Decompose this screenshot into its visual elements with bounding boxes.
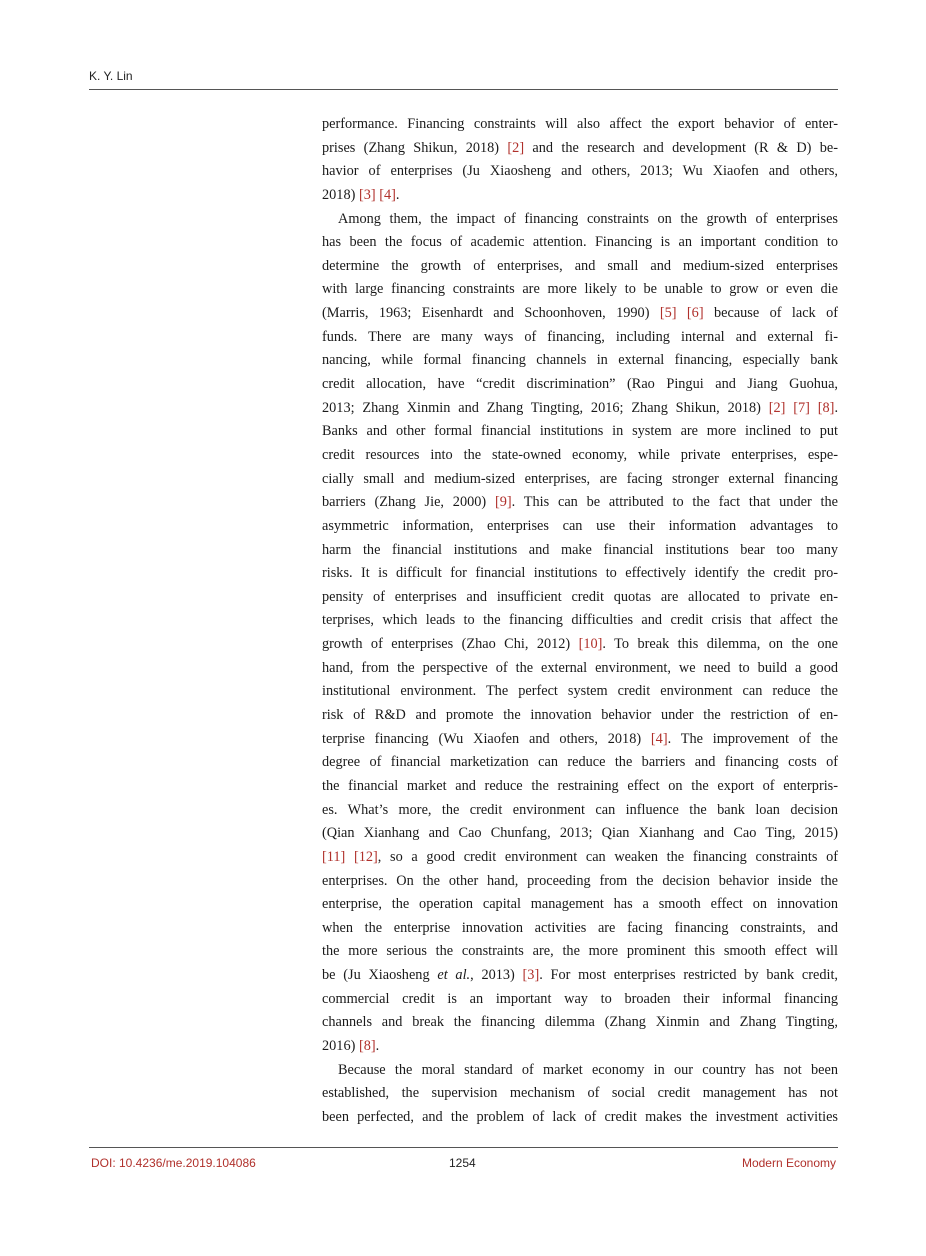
text-segment: cially small and medium-sized enterprises, are facing stronger external financing [322, 470, 838, 487]
text-segment: terprise financing (Wu Xiaofen and others, 2018) [322, 730, 651, 747]
text-line [322, 1106, 838, 1130]
citation-link[interactable]: [3] [358, 186, 376, 203]
text-segment: barriers (Zhang Jie, 2000) [322, 494, 495, 511]
text-line [322, 988, 838, 1012]
text-segment: risk of R&D and promote the innovation behavior under the restriction of en- [322, 707, 838, 724]
text-line [322, 278, 838, 302]
citation-link[interactable]: [10] [578, 636, 603, 653]
text-line [322, 491, 838, 515]
text-line [322, 255, 838, 279]
running-header [89, 67, 838, 90]
text-segment: havior of enterprises (Ju Xiaosheng and others, 2013; Wu Xiaofen and others, [322, 163, 838, 180]
text-line [322, 326, 838, 350]
text-line [322, 728, 838, 752]
italic-text: et al. [437, 967, 471, 984]
citation-link[interactable]: [4] [379, 186, 396, 203]
text-segment: the financial market and reduce the restraining effect on the export of enterpris- [322, 777, 838, 794]
text-line [322, 444, 838, 468]
citation-link[interactable]: [12] [353, 848, 378, 865]
text-line [322, 137, 838, 161]
text-segment: has been the focus of academic attention. Financing is an important condition to [322, 234, 838, 251]
text-segment: Among them, the impact of financing constraints on the growth of enterprises [338, 210, 838, 227]
text-segment: . [834, 399, 839, 416]
text-segment: nancing, while formal financing channels in external financing, especially bank [322, 352, 838, 369]
text-line [322, 468, 838, 492]
text-line [322, 680, 838, 704]
text-segment: channels and break the financing dilemma (Zhang Xinmin and Zhang Tingting, [322, 1014, 838, 1031]
citation-link[interactable]: [2] [507, 139, 525, 156]
text-segment: degree of financial marketization can reduce the barriers and financing costs of [322, 754, 838, 771]
text-line [322, 231, 838, 255]
text-line [322, 893, 838, 917]
text-line [322, 113, 838, 137]
text-segment: credit resources into the state-owned economy, while private enterprises, espe- [322, 446, 838, 463]
text-segment: (Qian Xianhang and Cao Chunfang, 2013; Qian Xianhang and Cao Ting, 2015) [322, 825, 838, 842]
text-line [322, 562, 838, 586]
header-author: K. Y. Lin [89, 69, 133, 83]
citation-link[interactable]: [7] [793, 399, 810, 416]
citation-link[interactable]: [2] [768, 399, 786, 416]
text-line [322, 870, 838, 894]
text-segment: risks. It is difficult for financial institutions to effectively identify the credit pro- [322, 565, 838, 582]
text-line [322, 609, 838, 633]
citation-link[interactable]: [11] [322, 848, 346, 865]
citation-link[interactable]: [8] [817, 399, 835, 416]
text-line [322, 751, 838, 775]
text-line [322, 917, 838, 941]
text-segment: asymmetric information, enterprises can use their information advantages to [322, 517, 838, 534]
text-segment: growth of enterprises (Zhao Chi, 2012) [322, 636, 579, 653]
text-segment: 2013; Zhang Xinmin and Zhang Tingting, 2016; Zhang Shikun, 2018) [322, 399, 769, 416]
text-line [322, 373, 838, 397]
text-segment: with large financing constraints are more likely to be unable to grow or even die [322, 281, 838, 298]
text-segment: . To break this dilemma, on the one [602, 636, 838, 653]
journal-name-link[interactable]: Modern Economy [741, 1156, 836, 1170]
footer-doi-link[interactable]: DOI: 10.4236/me.2019.104086 [91, 1156, 256, 1170]
text-line [322, 208, 838, 232]
text-segment: 2018) [322, 186, 359, 203]
text-segment: when the enterprise innovation activities are facing financing constraints, and [322, 919, 838, 936]
text-line [322, 704, 838, 728]
text-line [322, 302, 838, 326]
text-segment: enterprises. On the other hand, proceeding from the decision behavior inside the [322, 872, 838, 889]
text-line [322, 846, 838, 870]
text-line [322, 539, 838, 563]
text-line [322, 657, 838, 681]
text-line [322, 349, 838, 373]
text-segment: terprises, which leads to the financing difficulties and credit crisis that affect the [322, 612, 838, 629]
citation-link[interactable]: [6] [686, 305, 704, 322]
text-line [322, 1059, 838, 1083]
text-line [322, 799, 838, 823]
text-segment [810, 400, 818, 416]
text-segment: (Marris, 1963; Eisenhardt and Schoonhoven, 1990) [322, 305, 660, 322]
footer-divider [89, 1147, 838, 1148]
text-segment: . The improvement of the [667, 730, 838, 747]
text-line [322, 633, 838, 657]
text-line [322, 586, 838, 610]
page-number: 1254 [449, 1156, 476, 1170]
citation-link[interactable]: [3] [522, 967, 540, 984]
text-segment: 2016) [322, 1037, 359, 1054]
text-segment: been perfected, and the problem of lack of credit makes the investment activities [322, 1108, 838, 1125]
text-line [322, 822, 838, 846]
text-segment: determine the growth of enterprises, and small and medium-sized enterprises [322, 257, 838, 274]
citation-link[interactable]: [4] [650, 730, 668, 747]
text-segment: pensity of enterprises and insufficient credit quotas are allocated to private en- [322, 588, 838, 605]
text-segment: . This can be attributed to the fact that under the [511, 494, 838, 511]
text-segment: established, the supervision mechanism of social credit management has not [322, 1085, 838, 1102]
text-segment: credit allocation, have “credit discrimination” (Rao Pingui and Jiang Guohua, [322, 376, 838, 393]
text-segment: and the research and development (R & D) be- [524, 139, 838, 156]
citation-link[interactable]: [9] [494, 494, 512, 511]
text-line [322, 940, 838, 964]
text-segment: because of lack of [703, 305, 838, 322]
text-segment: , so a good credit environment can weaken the financing constraints of [377, 848, 838, 865]
text-segment: enterprise, the operation capital management has a smooth effect on innovation [322, 896, 838, 913]
text-line [322, 397, 838, 421]
text-segment: es. What’s more, the credit environment can influence the bank loan decision [322, 801, 838, 818]
text-segment: funds. There are many ways of financing, including internal and external fi- [322, 328, 838, 345]
text-segment [345, 849, 354, 865]
text-line [322, 515, 838, 539]
text-segment: the more serious the constraints are, the more prominent this smooth effect will [322, 943, 838, 960]
citation-link[interactable]: [8] [358, 1037, 376, 1054]
text-segment: Because the moral standard of market economy in our country has not been [338, 1061, 838, 1078]
text-line [322, 420, 838, 444]
text-segment: institutional environment. The perfect system credit environment can reduce the [322, 683, 838, 700]
text-line [322, 160, 838, 184]
text-segment: harm the financial institutions and make financial institutions bear too many [322, 541, 838, 558]
text-segment: . [375, 1037, 380, 1054]
text-line [322, 775, 838, 799]
text-line [322, 1011, 838, 1035]
text-segment: commercial credit is an important way to broaden their informal financing [322, 990, 838, 1007]
text-line [322, 964, 838, 988]
text-segment: . For most enterprises restricted by bank credit, [539, 967, 838, 984]
text-line [322, 1082, 838, 1106]
text-line [322, 1035, 838, 1059]
article-body [322, 113, 838, 1130]
text-segment [677, 305, 687, 321]
text-segment: . [395, 186, 400, 203]
text-segment: Banks and other formal financial institutions in system are more inclined to put [322, 423, 838, 440]
text-segment: hand, from the perspective of the external environment, we need to build a good [322, 659, 838, 676]
text-segment: be (Ju Xiaosheng [322, 967, 438, 984]
text-segment: , 2013) [470, 967, 523, 984]
text-segment: prises (Zhang Shikun, 2018) [322, 139, 508, 156]
text-segment: performance. Financing constraints will also affect the export behavior of enter- [322, 116, 838, 132]
citation-link[interactable]: [5] [659, 305, 677, 322]
text-line [322, 184, 838, 208]
